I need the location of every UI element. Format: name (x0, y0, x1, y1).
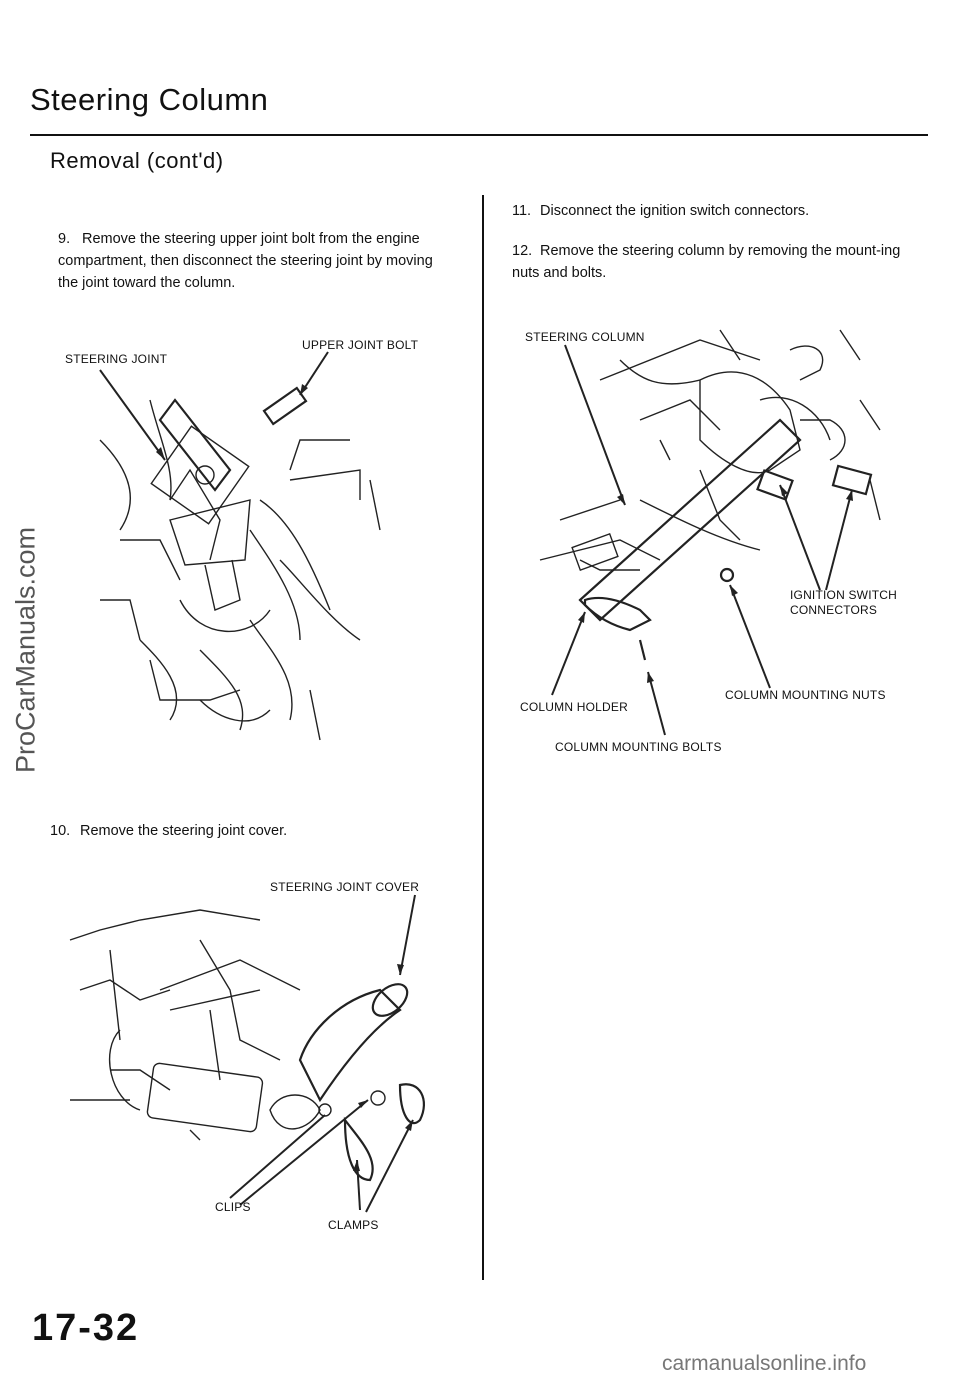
step-text: Disconnect the ignition switch connectors. (540, 203, 810, 219)
label-steering-joint: STEERING JOINT (65, 352, 168, 366)
steering-joint-illustration (100, 352, 380, 740)
step-number: 9. (58, 231, 71, 247)
label-column-holder: COLUMN HOLDER (520, 700, 628, 714)
label-ignition-switch-2: CONNECTORS (790, 603, 878, 617)
label-steering-joint-cover: STEERING JOINT COVER (270, 880, 420, 894)
page-title: Steering Column (30, 82, 269, 117)
page-number: 17-32 (32, 1307, 140, 1349)
label-upper-joint-bolt: UPPER JOINT BOLT (302, 338, 419, 352)
steering-column-illustration (540, 330, 880, 735)
step-text: Remove the steering joint cover. (80, 823, 288, 839)
label-clamps: CLAMPS (328, 1218, 379, 1232)
step-number: 10. (50, 823, 71, 839)
watermark-text: ProCarManuals.com (10, 526, 41, 774)
step-text: Remove the steering upper joint bolt from the engine compartment, then disconnect the steering joint by moving the joint toward the column. (58, 231, 433, 291)
steering-joint-cover-illustration (70, 895, 424, 1212)
step-number: 12. (512, 243, 533, 259)
label-column-mounting-bolts: COLUMN MOUNTING BOLTS (555, 740, 722, 754)
step-number: 11. (512, 203, 532, 219)
step-text: Remove the steering column by removing the mount-ing nuts and bolts. (512, 243, 901, 281)
label-steering-column: STEERING COLUMN (525, 330, 645, 344)
section-subtitle: Removal (cont'd) (50, 148, 224, 173)
watermark (6, 526, 46, 774)
label-clips: CLIPS (215, 1200, 251, 1214)
label-column-mounting-nuts: COLUMN MOUNTING NUTS (725, 688, 886, 702)
footer-link[interactable]: carmanualsonline.info (662, 1352, 867, 1375)
label-ignition-switch-1: IGNITION SWITCH (790, 588, 897, 602)
